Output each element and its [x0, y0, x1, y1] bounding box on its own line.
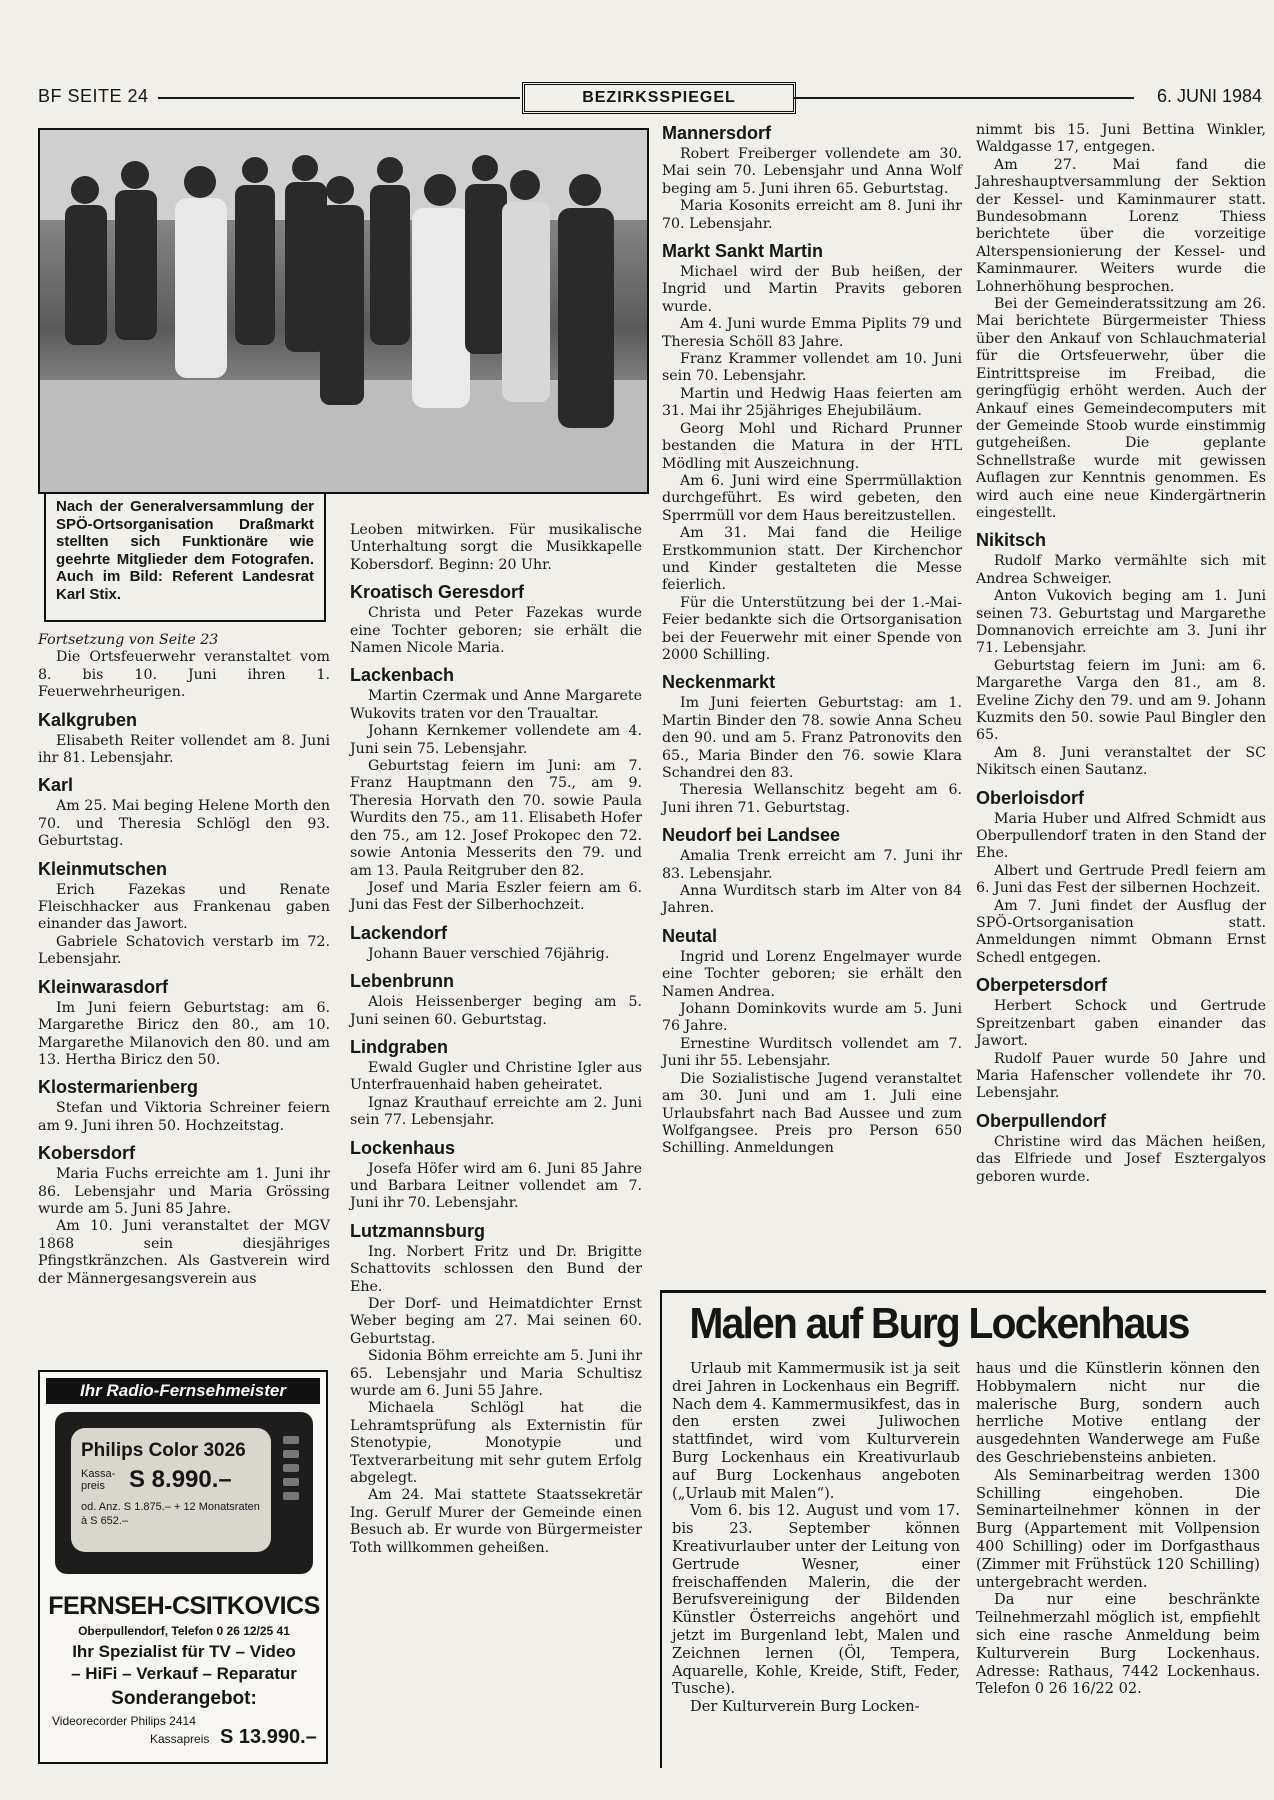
installment-text: od. Anz. S 1.875.– + 12 Monatsraten à S 652.–: [81, 1501, 260, 1527]
paragraph: Christa und Peter Fazekas wurde eine Tochter geboren; sie erhält die Namen Nicole Maria.: [350, 605, 642, 657]
section-heading: Lindgraben: [350, 1036, 448, 1057]
section-heading: Kleinwarasdorf: [38, 976, 169, 997]
lead-paragraph: Leoben mitwirken. Für musikalische Unterhaltung sorgt die Musikkapelle Kobersdorf. Beginn: 20 Uhr.: [350, 522, 642, 573]
paragraph: Als Seminarbeitrag werden 1300 Schilling eingehoben. Die Seminarteilnehmer können in der Burg (Appartement mit Vollpension 400 Schilling) oder im Dorfgasthaus (Zimmer mit Frühstück 120 Schilling) untergebracht werden.: [976, 1466, 1260, 1591]
section-heading: Kalkgruben: [38, 709, 138, 730]
paragraph: Anna Wurditsch starb im Alter von 84 Jahren.: [662, 883, 962, 917]
tv-model: Philips Color 3026: [81, 1440, 246, 1461]
paragraph: Im Juni feiern Geburtstag: am 6. Margarethe Biricz den 80., am 10. Margarethe Milanovich den 80. und am 13. Hertha Biricz den 50.: [38, 999, 330, 1068]
paragraph: Sidonia Böhm erreichte am 5. Juni ihr 65. Lebensjahr und Maria Schultisz wurde am 6. Juni 55 Jahre.: [350, 1348, 642, 1400]
paragraph: Ignaz Krauthauf erreichte am 2. Juni sein 77. Lebensjahr.: [350, 1094, 642, 1129]
paragraph: Franz Krammer vollendet am 10. Juni sein 70. Lebensjahr.: [662, 351, 962, 385]
paragraph: Am 25. Mai beging Helene Morth den 70. und Theresia Schlögl den 93. Geburtstag.: [38, 798, 330, 850]
paragraph: Maria Fuchs erreichte am 1. Juni ihr 86. Lebensjahr und Maria Grössing wurde am 5. Juni 85 Jahre.: [38, 1166, 330, 1217]
section-heading: Klostermarienberg: [38, 1077, 199, 1098]
paragraph: Am 31. Mai fand die Heilige Erstkommunion statt. Der Kirchenchor und Kinder gestalteten die Messe feierlich.: [662, 525, 962, 594]
column-4: [976, 122, 1266, 1186]
section-heading: Neutal: [662, 925, 718, 946]
section-heading: Oberpetersdorf: [976, 975, 1108, 996]
paragraph: Elisabeth Reiter vollendet am 8. Juni ihr 81. Lebensjahr.: [38, 732, 330, 767]
paragraph: Ing. Norbert Fritz und Dr. Brigitte Schattovits schlossen den Bund der Ehe.: [350, 1243, 642, 1295]
paragraph: Johann Bauer verschied 76jährig.: [368, 945, 610, 962]
issue-date: 6. JUNI 1984: [1156, 86, 1262, 106]
paragraph: Am 27. Mai fand die Jahreshauptversammlung der Sektion der Kessel- und Kaminmaurer statt. Bundesobmann Lorenz Thiess berichtete über die vorzeitige Alterspensionierung der Kessel- und Kaminmaurer. Weiters wurde die Lohnerhöhung besprochen.: [976, 156, 1266, 295]
paragraph: Am 6. Juni wird eine Sperrmüllaktion durchgeführt. Es wird gebeten, den Sperrmüll vor dem Haus bereitzustellen.: [662, 472, 962, 524]
paragraph: Da nur eine beschränkte Teilnehmerzahl möglich ist, empfiehlt sich eine rasche Anmeldung beim Kulturverein Burg Lockenhaus. Adresse: Rathaus, 7442 Lockenhaus. Telefon 0 26 16/22 02.: [976, 1591, 1260, 1698]
paragraph: nimmt bis 15. Juni Bettina Winkler, Waldgasse 17, entgegen.: [976, 122, 1266, 156]
section-heading: Mannersdorf: [662, 123, 772, 143]
section-heading: Oberloisdorf: [976, 787, 1085, 808]
paragraph: Herbert Schock und Gertrude Spreitzenbart gaben einander das Jawort.: [976, 998, 1266, 1050]
offer-item: Videorecorder Philips 2414: [52, 1714, 196, 1728]
services-line: – HiFi – Verkauf – Reparatur: [71, 1664, 297, 1683]
paragraph: Für die Unterstützung bei der 1.-Mai-Feier bedankte sich die Ortsorganisation bei der Feuerwehr mit einer Spende von 2000 Schilling.: [662, 594, 962, 663]
paragraph: Am 24. Mai stattete Staatssekretär Ing. Gerulf Murer der Gemeinde einen Besuch ab. Er wurde von Bürgermeister Toth willkommen geheißen.: [350, 1487, 642, 1556]
paragraph: Vom 6. bis 12. August und vom 17. bis 23. September können Kreativurlauber unter der Leitung von Gertrude Wesner, einer freischaffenden Malerin, die der Berufsvereinigung der Bildenden Künstler Österreichs angehört und jetzt im Burgenland lebt, Malen und Zeichnen lernen (Öl, Tempera, Aquarelle, Kohle, Kreide, Stift, Feder, Tusche).: [672, 1502, 960, 1698]
paragraph: Gabriele Schatovich verstarb im 72. Lebensjahr.: [38, 933, 330, 968]
section-heading: Markt Sankt Martin: [662, 241, 824, 262]
paragraph: Am 4. Juni wurde Emma Piplits 79 und Theresia Schöll 83 Jahre.: [662, 316, 962, 350]
paragraph: Albert und Gertrude Predl feiern am 6. Juni das Fest der silbernen Hochzeit.: [976, 862, 1266, 897]
paragraph: Am 7. Juni findet der Ausflug der SPÖ-Ortsorganisation statt. Anmeldungen nimmt Obmann Ernst Schedl entgegen.: [976, 897, 1266, 966]
article-right-column: [976, 1360, 1260, 1698]
section-heading: Kleinmutschen: [38, 858, 168, 879]
article-left-column: [672, 1360, 960, 1716]
paragraph: Christine wird das Mächen heißen, das Elfriede und Josef Esztergalyos geboren wurde.: [976, 1133, 1266, 1185]
paragraph: Der Kulturverein Burg Locken-: [690, 1698, 920, 1716]
paragraph: Erich Fazekas und Renate Fleischhacker aus Frankenau gaben einander das Jawort.: [38, 881, 330, 933]
tv-controls: [279, 1430, 303, 1550]
section-heading: Neudorf bei Landsee: [662, 825, 841, 846]
paragraph: haus und die Künstlerin können den Hobbymalern nicht nur die malerische Burg, sondern auch herrliche Motive entlang der ausgedehnten Wanderwege am Fuße des Geschriebensteins anbieten.: [976, 1360, 1260, 1466]
paragraph: Theresia Wellanschitz begeht am 6. Juni ihren 71. Geburtstag.: [662, 782, 962, 816]
section-heading: Oberpullendorf: [976, 1110, 1106, 1131]
header-rule-right: [794, 97, 1134, 99]
section-heading: Lockenhaus: [350, 1137, 456, 1158]
tv-advertisement: [38, 1370, 328, 1764]
paragraph: Josefa Höfer wird am 6. Juni 85 Jahre und Barbara Leitner vollendet am 7. Juni ihr 70. Lebensjahr.: [350, 1160, 642, 1212]
paragraph: Johann Kernkemer vollendete am 4. Juni sein 75. Lebensjahr.: [350, 723, 642, 757]
section-heading: Neckenmarkt: [662, 672, 776, 693]
television-illustration: [55, 1412, 313, 1574]
paragraph: Maria Huber und Alfred Schmidt aus Oberpullendorf traten in den Stand der Ehe.: [976, 810, 1266, 862]
paragraph: Michael wird der Bub heißen, der Ingrid und Martin Pravits geboren wurde.: [662, 264, 962, 315]
tv-price: S 8.990.–: [129, 1466, 232, 1493]
paragraph: Maria Kosonits erreicht am 8. Juni ihr 70. Lebensjahr.: [662, 198, 962, 232]
paragraph: Josef und Maria Eszler feiern am 6. Juni das Fest der Silberhochzeit.: [350, 879, 642, 914]
article-box-top: [660, 1290, 1266, 1293]
group-photo: [38, 128, 649, 494]
paragraph: Robert Freiberger vollendete am 30. Mai sein 70. Lebensjahr und Anna Wolf beging am 5. Juni ihren 65. Geburtstag.: [662, 146, 962, 197]
intro-paragraph: Die Ortsfeuerwehr veranstaltet vom 8. bis 10. Juni ihren 1. Feuerwehrheurigen.: [38, 649, 330, 701]
photo-caption: Nach der Generalversammlung der SPÖ-Ortsorganisation Draßmarkt stellten sich Funktionäre wie geehrte Mitglieder dem Fotografen. Auch im Bild: Referent Landesrat Karl Stix.: [44, 492, 326, 622]
paragraph: Ingrid und Lorenz Engelmayer wurde eine Tochter geboren; sie erhält den Namen Andrea.: [662, 948, 962, 1000]
paragraph: Die Sozialistische Jugend veranstaltet am 30. Juni und am 1. Juli eine Urlaubsfahrt nach Bad Aussee und zum Wolfgangsee. Preis pro Person 650 Schilling. Anmeldungen: [662, 1070, 962, 1157]
offer-title: Sonderangebot:: [111, 1688, 257, 1709]
offer-price: S 13.990.–: [220, 1726, 317, 1748]
paragraph: Geburtstag feiern im Juni: am 7. Franz Hauptmann den 75., am 9. Theresia Horvath den 70. sowie Paula Wurdits den 75., am 11. Elisabeth Hofer den 75., am 12. Josef Prokopec den 72. sowie Antonia Messerits den 79. und am 13. Paula Reitgruber den 82.: [350, 758, 642, 879]
paragraph: Bei der Gemeinderatssitzung am 26. Mai berichtete Bürgermeister Thiess über den Ankauf von Schlauchmaterial für die Ortsfeuerwehr, über die Eintrittspreise im Freibad, die geringfügig erhöht werden. Auch der Ankauf eines Gemeindecomputers mit der Gemeinde Stoob wurde einstimmig gutgeheißen. Die geplante Schnellstraße wurde mit gewissen Auflagen zur Kenntnis genommen. Es wird auch eine neue Kindergärtnerin eingestellt.: [976, 296, 1266, 521]
paragraph: Anton Vukovich beging am 1. Juni seinen 73. Geburtstag und Margarethe Domnanovich erreichte am 3. Juni ihr 71. Lebensjahr.: [976, 588, 1266, 657]
paragraph: Geburtstag feiern im Juni: am 6. Margarethe Varga den 81., am 8. Eveline Zichy den 79. und am 9. Johann Kuzmits den 50. sowie Paul Bingler den 65.: [976, 657, 1266, 744]
paragraph: Rudolf Marko vermählte sich mit Andrea Schweiger.: [976, 553, 1266, 587]
paragraph: Michaela Schlögl hat die Lehramtsprüfung als Externistin für Stenotypie, Monotypie und Textverarbeitung mit sehr gutem Erfolg abgelegt.: [350, 1400, 642, 1487]
offer-price-label: Kassapreis: [150, 1732, 210, 1746]
paragraph: Am 10. Juni veranstaltet der MGV 1868 sein diesjähriges Pfingstkränzchen. Als Gastverein wird der Männergesangsverein aus: [38, 1218, 330, 1287]
section-heading: Lackendorf: [350, 922, 448, 943]
section-heading: Lutzmannsburg: [350, 1220, 485, 1241]
section-heading: Kroatisch Geresdorf: [350, 582, 525, 603]
price-label: Kassa-preis: [81, 1468, 116, 1492]
paragraph: Der Dorf- und Heimatdichter Ernst Weber beging am 27. Mai seinen 60. Geburtstag.: [350, 1296, 642, 1347]
company-address: Oberpullendorf, Telefon 0 26 12/25 41: [78, 1624, 290, 1638]
paragraph: Georg Mohl und Richard Prunner bestanden die Matura in der HTL Mödling mit Auszeichnung.: [662, 420, 962, 472]
paragraph: Martin und Hedwig Haas feierten am 31. Mai ihr 25jähriges Ehejubiläum.: [662, 385, 962, 420]
company-name: FERNSEH-CSITKOVICS: [48, 1592, 320, 1620]
paragraph: Im Juni feierten Geburtstag: am 1. Martin Binder den 78. sowie Anna Scheu den 90. und am 5. Franz Patronovits den 65., Maria Binder den 76. sowie Klara Schandrei den 83.: [662, 695, 962, 781]
paragraph: Am 8. Juni veranstaltet der SC Nikitsch einen Sautanz.: [976, 744, 1266, 779]
section-title: BEZIRKSSPIEGEL: [522, 82, 796, 114]
paragraph: Rudolf Pauer wurde 50 Jahre und Maria Hafenscher vollendete ihr 70. Lebensjahr.: [976, 1050, 1266, 1102]
section-heading: Kobersdorf: [38, 1143, 136, 1164]
paragraph: Ernestine Wurditsch vollendet am 7. Juni ihr 55. Lebensjahr.: [662, 1035, 962, 1070]
column-2: [350, 522, 642, 1557]
header-rule-left: [158, 97, 520, 99]
ad-tagline: Ihr Radio-Fernsehmeister: [46, 1378, 320, 1404]
paragraph: Martin Czermak und Anne Margarete Wukovits traten vor den Traualtar.: [350, 688, 642, 722]
section-heading: Karl: [38, 775, 74, 796]
paragraph: Urlaub mit Kammermusik ist ja seit drei Jahren in Lockenhaus ein Begriff. Nach dem 4. Kammermusikfest, das in den ersten zwei Juliwochen stattfindet, wird vom Kulturverein Burg Lockenhaus ein Kreativurlaub auf Burg Lockenhaus angeboten („Urlaub mit Malen“).: [672, 1360, 960, 1502]
paragraph: Alois Heissenberger beging am 5. Juni seinen 60. Geburtstag.: [350, 994, 642, 1028]
page-number: BF SEITE 24: [38, 86, 149, 106]
column-3: [662, 122, 962, 1158]
section-heading: Lebenbrunn: [350, 971, 454, 992]
continuation-note: Fortsetzung von Seite 23: [38, 632, 219, 648]
column-1: [38, 632, 330, 1288]
paragraph: Johann Dominkovits wurde am 5. Juni 76 Jahre.: [662, 1001, 962, 1035]
section-heading: Lackenbach: [350, 665, 455, 686]
section-heading: Nikitsch: [976, 530, 1047, 551]
paragraph: Ewald Gugler und Christine Igler aus Unterfrauenhaid haben geheiratet.: [350, 1059, 642, 1094]
article-headline: Malen auf Burg Lockenhaus: [689, 1299, 1189, 1348]
specialist-line: Ihr Spezialist für TV – Video: [72, 1642, 296, 1661]
tv-screen: [71, 1428, 271, 1552]
article-box-left: [660, 1290, 662, 1768]
paragraph: Stefan und Viktoria Schreiner feiern am 9. Juni ihren 50. Hochzeitstag.: [38, 1100, 330, 1134]
paragraph: Amalia Trenk erreicht am 7. Juni ihr 83. Lebensjahr.: [662, 848, 962, 882]
